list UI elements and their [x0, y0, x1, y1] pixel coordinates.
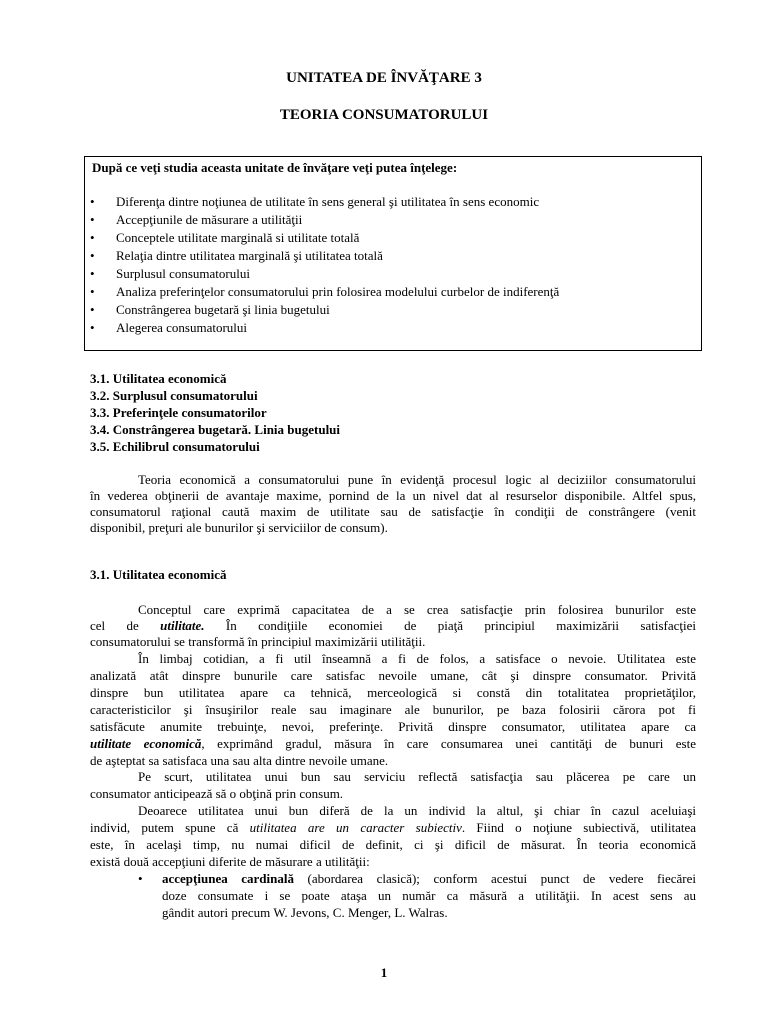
bullet-dot: • — [90, 266, 95, 281]
toc-item: 3.5. Echilibrul consumatorului — [90, 439, 260, 454]
bullet-dot: • — [90, 212, 95, 227]
term-caracter-subiectiv: utilitatea are un caracter subiectiv — [249, 820, 462, 835]
text-line: doze consumate i se poate ataşa un număr ca măsură a utilităţii. In acest sens au — [162, 888, 696, 903]
toc-item: 3.4. Constrângerea bugetară. Linia bugetului — [90, 422, 341, 437]
text-line: dinspre bun utilitatea apare ca tehnică, merceologică si constă din totalitatea proprietăţilor, — [90, 685, 696, 700]
objective-text: Constrângerea bugetară şi linia bugetului — [116, 302, 330, 317]
intro-line: consumatorul raţional caută maxim de utilitate sau de satisfacţie în condiţii de constrângere (venit — [90, 504, 696, 519]
toc-item: 3.2. Surplusul consumatorului — [90, 388, 258, 403]
toc-item: 3.3. Preferinţele consumatorilor — [90, 405, 267, 420]
bullet-dot: • — [138, 871, 143, 886]
bullet-dot: • — [90, 302, 95, 317]
text-line: În limbaj cotidian, a fi util înseamnă a fi de folos, a satisface o nevoie. Utilitatea este — [138, 651, 696, 666]
intro-line: disponibil, preţuri ale bunurilor şi serviciilor de consum). — [90, 520, 388, 535]
objective-text: Conceptele utilitate marginală si utilitate totală — [116, 230, 360, 245]
text-line: Conceptul care exprimă capacitatea de a se crea satisfacţie prin folosirea bunurilor este — [138, 602, 696, 617]
term-utilitate: utilitate. — [160, 618, 205, 633]
objectives-heading: După ce veţi studia aceasta unitate de învăţare veţi putea înţelege: — [92, 160, 458, 175]
objective-text: Accepţiunile de măsurare a utilităţii — [116, 212, 303, 227]
text-line: consumator anticipează să o obţină prin consum. — [90, 786, 344, 801]
intro-line: în vederea obţinerii de avantaje maxime, pornind de la un nivel dat al resurselor disponibile. Altfel spus, — [90, 488, 696, 503]
objective-text: Diferenţa dintre noţiunea de utilitate în sens general şi utilitatea în sens economic — [116, 194, 540, 209]
bullet-dot: • — [90, 284, 95, 299]
intro-line: Teoria economică a consumatorului pune în evidenţă procesul logic al deciziilor consumatorului — [138, 472, 696, 487]
text-line: analizată atât dinspre bunurile care satisfac nevoile umane, cât şi dinspre consumator. Privită — [90, 668, 696, 683]
text-line: cel de utilitate. În condiţiile economiei de piaţă principiul maximizării satisfacţiei — [90, 618, 696, 633]
bullet-dot: • — [90, 230, 95, 245]
text-line: utilitate economică, exprimând gradul, măsura în care consumarea unei cantităţi de bunuri este — [90, 736, 696, 751]
bullet-dot: • — [90, 248, 95, 263]
bullet-dot: • — [90, 194, 95, 209]
bullet-dot: • — [90, 320, 95, 335]
text-line: Pe scurt, utilitatea unui bun sau serviciu reflectă satisfacţia sau plăcerea pe care un — [138, 769, 696, 784]
term-utilitate-economica: utilitate economică — [90, 736, 202, 751]
text-line: de aşteptat sa satisfaca una sau alta dintre nevoile umane. — [90, 753, 389, 768]
objective-text: Alegerea consumatorului — [116, 320, 248, 335]
toc-item: 3.1. Utilitatea economică — [90, 371, 227, 386]
objectives-box — [84, 156, 702, 351]
text-line: caracteristicilor şi însuşirilor reale sau imaginare ale bunurilor, pe baza folosirii cărora pot fi — [90, 702, 696, 717]
text-line: gândit autori precum W. Jevons, C. Menger, L. Walras. — [162, 905, 448, 920]
text-line: Deoarece utilitatea unui bun diferă de la un individ la altul, şi chiar în cazul aceluiaşi — [138, 803, 696, 818]
objective-text: Analiza preferinţelor consumatorului prin folosirea modelului curbelor de indiferenţă — [116, 284, 560, 299]
unit-title: UNITATEA DE ÎNVĂŢARE 3 — [286, 70, 482, 86]
text-line: individ, putem spune că utilitatea are un caracter subiectiv. Fiind o noţiune subiectivă, utilitatea — [90, 820, 696, 835]
page-number: 1 — [380, 965, 388, 980]
chapter-title: TEORIA CONSUMATORULUI — [279, 107, 489, 123]
text-line: consumatorului se transformă în principiul maximizării utilităţii. — [90, 634, 426, 649]
text-line: accepţiunea cardinală (abordarea clasică); conform acestui punct de vedere fiecărei — [162, 871, 696, 886]
objective-text: Relaţia dintre utilitatea marginală şi utilitatea totală — [116, 248, 383, 263]
text-line: satisfăcute anumite trebuinţe, nevoi, preferinţe. Privită dinspre consumator, utilitatea apare ca — [90, 719, 696, 734]
objective-text: Surplusul consumatorului — [116, 266, 250, 281]
text-line: există două accepţiuni diferite de măsurare a utilităţii: — [90, 854, 370, 869]
section-heading: 3.1. Utilitatea economică — [90, 567, 227, 582]
term-acceptiunea-cardinala: accepţiunea cardinală — [162, 871, 294, 886]
text-line: este, în acelaşi timp, nu numai dificil de definit, ci şi dificil de măsurat. În teoria economică — [90, 837, 696, 852]
